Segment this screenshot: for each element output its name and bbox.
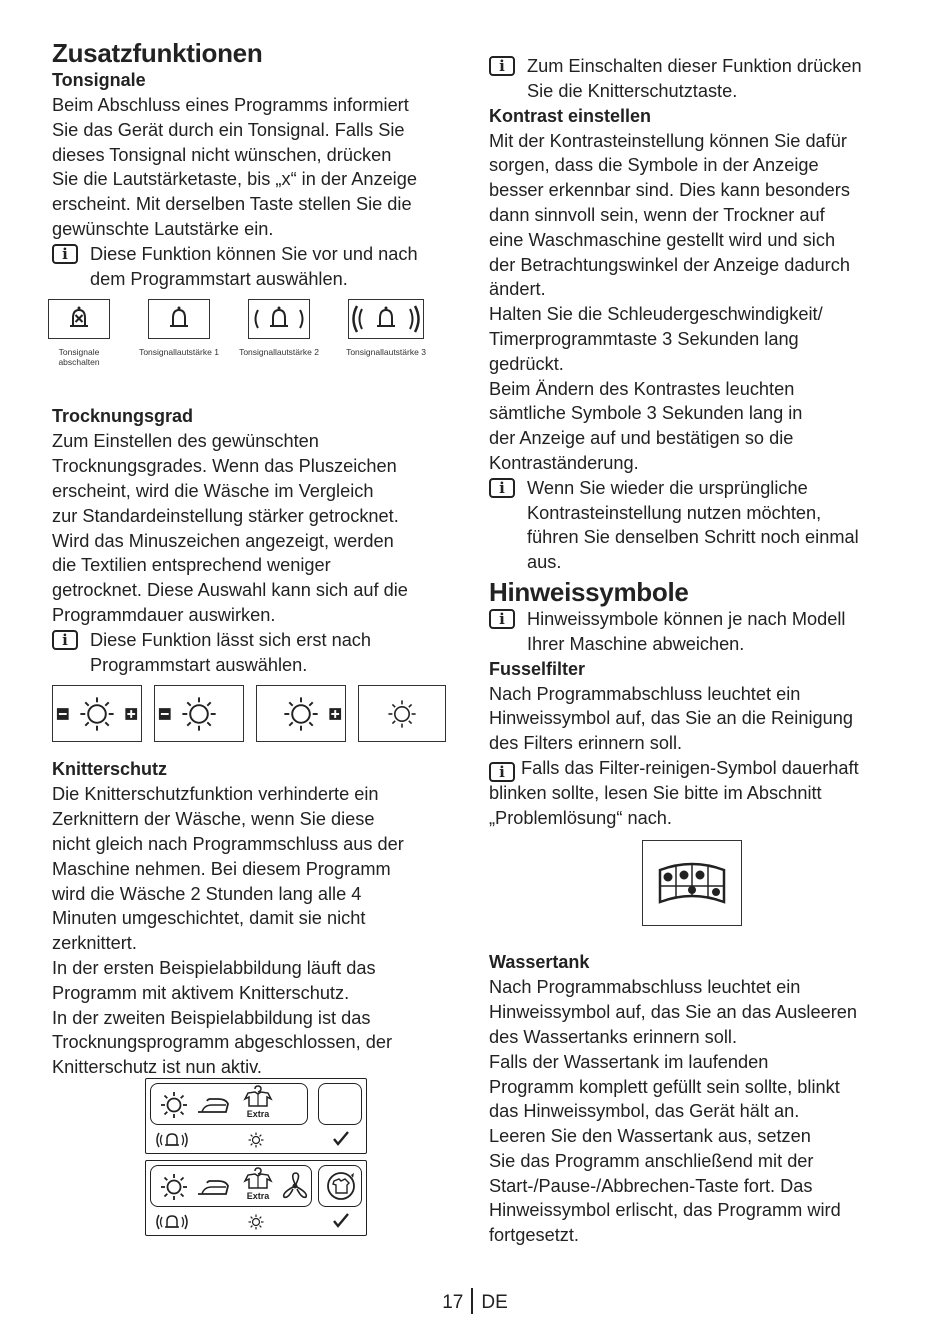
bell-icon [164, 304, 194, 334]
text-line: Ihrer Maschine abweichen. [527, 633, 745, 654]
text-line: Hinweissymbol auf, das Sie an das Ausleeren [489, 1002, 857, 1023]
text-line: der Anzeige auf und bestätigen so die [489, 428, 794, 449]
heading-trocknungsgrad: Trocknungsgrad [52, 406, 194, 427]
footer-divider [471, 1288, 473, 1314]
text-line: Kontraständerung. [489, 452, 639, 473]
text-line: Programm mit aktivem Knitterschutz. [52, 982, 350, 1003]
text-line: Diese Funktion lässt sich erst nach [90, 629, 372, 650]
sun-icon [160, 1091, 188, 1119]
extra-label: Extra [246, 1109, 270, 1119]
text-line: gewünschte Lautstärke ein. [52, 218, 274, 239]
text-line: der Betrachtungswinkel der Anzeige dadurch [489, 254, 850, 275]
text-line: Timerprogrammtaste 3 Sekunden lang [489, 328, 799, 349]
trocknungsgrad-text [52, 429, 457, 627]
wassertank-text [489, 975, 899, 1248]
heading-knitterschutz: Knitterschutz [52, 759, 168, 780]
filter-symbol-figure [489, 830, 899, 950]
text-line: sorgen, dass die Symbole in der Anzeige [489, 155, 819, 176]
dryness-standard-box [358, 685, 446, 742]
text-line: dann sinnvoll sein, wenn der Trockner auf [489, 204, 825, 225]
bell-icon [350, 302, 422, 336]
text-line: Mit der Kontrasteinstellung können Sie dafür [489, 130, 847, 151]
text-line: Sie das Programm anschließend mit der [489, 1150, 814, 1171]
iron-icon [196, 1177, 234, 1197]
text-line: Sie die Lautstärketaste, bis „x“ in der Anzeige [52, 169, 417, 190]
dryness-icons-row [52, 685, 457, 743]
left-column [52, 38, 457, 1080]
info-icon: i [52, 630, 78, 650]
text-line: Beim Abschluss eines Programms informiert [52, 95, 409, 115]
text-line: In der ersten Beispielabbildung läuft das [52, 957, 376, 978]
text-line: erscheint, wird die Wäsche im Vergleich [52, 480, 374, 501]
sun-icon [382, 694, 422, 734]
info-icon: i [489, 478, 515, 498]
dryness-plus-box [256, 685, 346, 742]
shirt-icon [243, 1085, 273, 1107]
filter-symbol-box [642, 840, 742, 926]
heading-wassertank: Wassertank [489, 952, 590, 973]
text-line: aus. [527, 552, 562, 573]
text-line: Maschine nehmen. Bei diesem Programm [52, 858, 391, 879]
info-note [52, 628, 457, 678]
section-title-hinweissymbole: Hinweissymbole [489, 576, 689, 607]
info-icon: i [489, 609, 515, 629]
text-line: gedrückt. [489, 353, 564, 374]
extra-label: Extra [246, 1191, 270, 1201]
text-line: zur Standardeinstellung stärker getrocknet. [52, 505, 399, 526]
info-note [489, 54, 899, 104]
volume-3-box [348, 299, 424, 339]
section-title-zusatzfunktionen: Zusatzfunktionen [52, 38, 263, 68]
text-line: Sie die Knitterschutztaste. [527, 80, 738, 101]
text-line: Trocknungsgrades. Wenn das Pluszeichen [52, 456, 397, 477]
text-line: Zerknittern der Wäsche, wenn Sie diese [52, 809, 375, 830]
text-line: getrocknet. Diese Auswahl kann sich auf die [52, 580, 408, 601]
text-line: Beim Ändern des Kontrastes leuchten [489, 378, 795, 399]
text-line: Kontrasteinstellung nutzen möchten, [527, 502, 822, 523]
inline-info-line [489, 756, 899, 781]
filter-icon [656, 858, 728, 908]
volume-icons-row [52, 299, 457, 394]
sun-icon [155, 694, 243, 734]
text-line: Nach Programmabschluss leuchtet ein [489, 683, 801, 704]
text-line: dem Programmstart auswählen. [90, 268, 348, 289]
page-footer [0, 1290, 950, 1316]
bell-icon [251, 304, 307, 334]
text-line: blinken sollte, lesen Sie bitte im Abschnitt [489, 782, 822, 803]
caption-volume-3: Tonsignallautstärke 3 [346, 347, 426, 358]
info-note [489, 607, 899, 657]
text-line: nicht gleich nach Programmschluss aus der [52, 833, 404, 854]
info-icon: i [489, 56, 515, 76]
sun-icon [248, 1214, 264, 1230]
sun-icon [248, 1132, 264, 1148]
language-code: DE [481, 1292, 508, 1314]
tonsignale-text [52, 93, 457, 242]
text-line: zerknittert. [52, 933, 137, 954]
panel-empty-slot [318, 1083, 362, 1125]
text-line: dieses Tonsignal nicht wünschen, drücken [52, 144, 392, 165]
shirt-extra-icon [240, 1167, 276, 1207]
caption-volume-off: Tonsignale abschalten [58, 347, 100, 368]
kontrast-text [489, 129, 899, 476]
heading-fusselfilter: Fusselfilter [489, 658, 586, 679]
text-line: erscheint. Mit derselben Taste stellen Sie die [52, 194, 412, 215]
text-line: Start-/Pause-/Abbrechen-Taste fort. Das [489, 1175, 813, 1196]
bell-icon [154, 1212, 190, 1232]
text-line: Programmstart auswählen. [90, 654, 308, 675]
info-note [52, 242, 457, 292]
text-line: Nach Programmabschluss leuchtet ein [489, 977, 801, 998]
shirt-extra-icon [240, 1085, 276, 1125]
text-line: fortgesetzt. [489, 1225, 579, 1246]
bell-mute-icon [64, 304, 94, 334]
text-line: führen Sie denselben Schritt noch einmal [527, 527, 859, 548]
text-line: Sie das Gerät durch ein Tonsignal. Falls Sie [52, 119, 405, 140]
info-note [489, 476, 899, 575]
text-line: Halten Sie die Schleudergeschwindigkeit/ [489, 304, 823, 325]
text-line: Wenn Sie wieder die ursprüngliche [527, 477, 808, 498]
check-icon [332, 1130, 350, 1146]
caption-volume-1: Tonsignallautstärke 1 [139, 347, 219, 358]
text-line: die Textilien entsprechend weniger [52, 555, 331, 576]
text-line: wird die Wäsche 2 Stunden lang alle 4 [52, 883, 362, 904]
tumble-icon [324, 1169, 358, 1203]
text-line: das Hinweissymbol, das Gerät hält an. [489, 1101, 800, 1122]
text-line: Zum Einstellen des gewünschten [52, 431, 319, 452]
right-column [489, 54, 899, 1248]
iron-icon [196, 1095, 234, 1115]
bell-icon [154, 1130, 190, 1150]
heading-kontrast: Kontrast einstellen [489, 105, 652, 126]
text-line: „Problemlösung“ nach. [489, 807, 672, 828]
text-line: besser erkennbar sind. Dies kann besonders [489, 180, 850, 201]
check-icon [332, 1212, 350, 1228]
info-icon: i [489, 762, 515, 782]
fan-icon [280, 1171, 310, 1201]
text-line: Knitterschutz ist nun aktiv. [52, 1057, 262, 1078]
sun-icon [257, 694, 345, 734]
text-line: Leeren Sie den Wassertank aus, setzen [489, 1126, 811, 1147]
sun-icon [53, 694, 141, 734]
text-line: eine Waschmaschine gestellt wird und sich [489, 229, 836, 250]
text-line: Hinweissymbole können je nach Modell [527, 608, 846, 629]
text-line: ändert. [489, 279, 546, 300]
caption-volume-2: Tonsignallautstärke 2 [239, 347, 319, 358]
display-panel-2 [145, 1160, 367, 1236]
sun-icon [160, 1173, 188, 1201]
text-line: Programm komplett gefüllt sein sollte, blinkt [489, 1076, 840, 1097]
dryness-plus-minus-box [52, 685, 142, 742]
text-line: des Filters erinnern soll. [489, 733, 683, 754]
shirt-icon [243, 1167, 273, 1189]
text-line: Diese Funktion können Sie vor und nach [90, 243, 418, 264]
text-line: Die Knitterschutzfunktion verhinderte ein [52, 784, 379, 805]
text-line: Hinweissymbol erlischt, das Programm wird [489, 1200, 841, 1221]
text-line: Wird das Minuszeichen angezeigt, werden [52, 530, 394, 551]
text-line: Trocknungsprogramm abgeschlossen, der [52, 1032, 393, 1053]
text-line: Hinweissymbol auf, das Sie an die Reinigung [489, 708, 853, 729]
page-number: 17 [442, 1292, 464, 1314]
volume-off-box [48, 299, 110, 339]
fusselfilter-text [489, 682, 899, 831]
info-icon: i [52, 244, 78, 264]
dryness-minus-box [154, 685, 244, 742]
text-line: Falls der Wassertank im laufenden [489, 1051, 769, 1072]
knitterschutz-text [52, 782, 457, 1080]
text-span: Falls das Filter-reinigen-Symbol dauerhaft [521, 757, 859, 778]
text-line: Minuten umgeschichtet, damit sie nicht [52, 908, 366, 929]
text-line: des Wassertanks erinnern soll. [489, 1026, 737, 1047]
text-line: Zum Einschalten dieser Funktion drücken [527, 56, 862, 76]
text-line: In der zweiten Beispielabbildung ist das [52, 1007, 371, 1028]
text-line: sämtliche Symbole 3 Sekunden lang in [489, 403, 803, 424]
text-line: Programmdauer auswirken. [52, 604, 276, 625]
heading-tonsignale: Tonsignale [52, 70, 146, 90]
volume-1-box [148, 299, 210, 339]
volume-2-box [248, 299, 310, 339]
display-panel-1 [145, 1078, 367, 1154]
